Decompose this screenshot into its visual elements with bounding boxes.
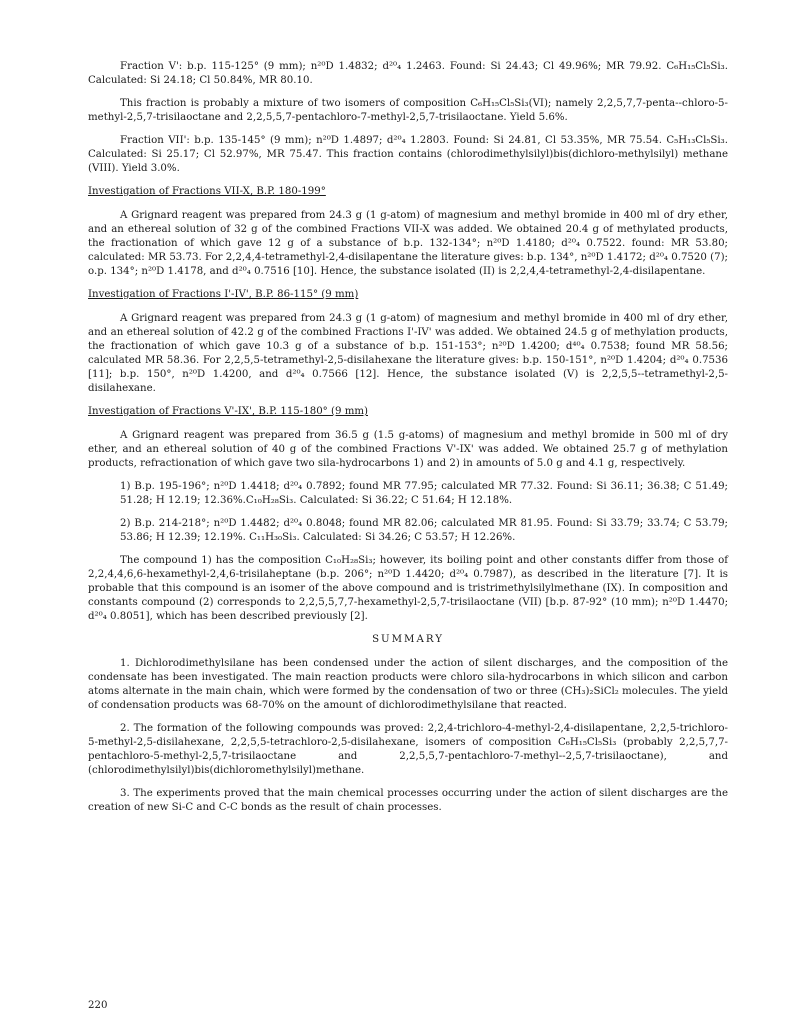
summary-heading: SUMMARY bbox=[372, 634, 444, 645]
compound-2-data: 2) B.p. 214-218°; n²⁰D 1.4482; d²⁰₄ 0.8048; found MR 82.06; calculated MR 81.95. Found: Si 33.79; 33.74; C 53.79; 53.86; H 12.39; 12.19%. C₁₁H₃₀Si₃. Calculated: Si 34.26; C 53.57; H 12.26%. bbox=[120, 518, 728, 543]
section-i-iv-paragraph: A Grignard reagent was prepared from 24.3 g (1 g-atom) of magnesium and methyl bromide in 400 ml of dry ether, and an ethereal solution of 42.2 g of the combined Fractions I'-IV' was added. We obtained 24.5 g of methylation products, the fractionation of which gave 10.3 g of a substance of b.p. 151-153°; n²⁰D 1.4200; d⁴⁰₄ 0.7538; found MR 58.56; calculated MR 58.36. For 2,2,5,5-tetramethyl-2,5-disilahexane the literature gives: b.p. 150-151°, n²⁰D 1.4204; d²⁰₄ 0.7536 [11]; b.p. 150°, n²⁰D 1.4200, and d²⁰₄ 0.7566 [12]. Hence, the substance isolated (V) is 2,2,5,5--tetramethyl-2,5-disilahexane. bbox=[88, 313, 728, 394]
section-heading-v-ix bbox=[88, 405, 728, 419]
summary-item-1: 1. Dichlorodimethylsilane has been condensed under the action of silent discharges, and the composition of the condensate has been investigated. The main reaction products were chloro sila-hydrocarbons in which silicon and carbon atoms alternate in the main chain, which were formed by the condensation of two or three (CH₃)₂SiCl₂ molecules. The yield of condensation products was 68-70% on the amount of dichlorodimethylsilane that reacted. bbox=[88, 658, 728, 711]
section-heading-vii-x-text: Investigation of Fractions VII-X, B.P. 180-199° bbox=[88, 186, 326, 197]
summary-item-3: 3. The experiments proved that the main chemical processes occurring under the action of silent discharges are the creation of new Si-C and C-C bonds as the result of chain processes. bbox=[88, 788, 728, 813]
page-body bbox=[88, 60, 728, 824]
section-heading-i-iv bbox=[88, 288, 728, 302]
compound-1-data: 1) B.p. 195-196°; n²⁰D 1.4418; d²⁰₄ 0.7892; found MR 77.95; calculated MR 77.32. Found: Si 36.11; 36.38; C 51.49; 51.28; H 12.19; 12.36%.C₁₀H₂₈Si₃. Calculated: Si 36.22; C 51.64; H 12.18%. bbox=[120, 481, 728, 506]
section-v-ix-paragraph: A Grignard reagent was prepared from 36.5 g (1.5 g-atoms) of magnesium and methyl bromide in 500 ml of dry ether, and an ethereal solution of 40 g of the combined Fractions V'-IX' was added. We obtained 25.7 g of methylation products, refractionation of which gave two sila-hydrocarbons 1) and 2) in amounts of 5.0 g and 4.1 g, respectively. bbox=[88, 430, 728, 469]
compound-discussion: The compound 1) has the composition C₁₀H₂₈Si₃; however, its boiling point and other constants differ from those of 2,2,4,4,6,6-hexamethyl-2,4,6-trisilaheptane (b.p. 206°; n²⁰D 1.4420; d²⁰₄ 0.7987), as described in the literature [7]. It is probable that this compound is an isomer of the above compound and is tristrimethylsilylmethane (IX). In composition and constants compound (2) corresponds to 2,2,5,5,7,7-hexamethyl-2,5,7-trisilaoctane (VII) [b.p. 87-92° (10 mm); n²⁰D 1.4470; d²⁰₄ 0.8051], which has been described previously [2]. bbox=[88, 555, 728, 622]
section-vii-x-paragraph: A Grignard reagent was prepared from 24.3 g (1 g-atom) of magnesium and methyl bromide in 400 ml of dry ether, and an ethereal solution of 32 g of the combined Fractions VII-X was added. We obtained 20.4 g of methylated products, the fractionation of which gave 12 g of a substance of b.p. 132-134°; n²⁰D 1.4180; d²⁰₄ 0.7522. found: MR 53.80; calculated: MR 53.73. For 2,2,4,4-tetramethyl-2,4-disilapentane the literature gives: b.p. 134°, n²⁰D 1.4172; d²⁰₄ 0.7520 (7); o.p. 134°; n²⁰D 1.4178, and d²⁰₄ 0.7516 [10]. Hence, the substance isolated (II) is 2,2,4,4-tetramethyl-2,4-disilapentane. bbox=[88, 210, 728, 277]
section-heading-v-ix-text: Investigation of Fractions V'-IX', B.P. 115-180° (9 mm) bbox=[88, 406, 368, 417]
fraction-v-paragraph: Fraction V': b.p. 115-125° (9 mm); n²⁰D 1.4832; d²⁰₄ 1.2463. Found: Si 24.43; Cl 49.96%; MR 79.92. C₆H₁₅Cl₅Si₃. Calculated: Si 24.18; Cl 50.84%, MR 80.10. bbox=[88, 61, 728, 86]
isomer-paragraph: This fraction is probably a mixture of two isomers of composition C₆H₁₅Cl₅Si₃(VI); namely 2,2,5,7,7-penta--chloro-5-methyl-2,5,7-trisilaoctane and 2,2,5,5,7-pentachloro-7-methyl-2,5,7-trisilaoctane. Yield 5.6%. bbox=[88, 98, 728, 123]
section-heading-vii-x bbox=[88, 185, 728, 199]
summary-item-2: 2. The formation of the following compounds was proved: 2,2,4-trichloro-4-methyl-2,4-disilapentane, 2,2,5-trichloro-5-methyl-2,5-disilahexane, 2,2,5,5-tetrachloro-2,5-disilahexane, isomers of composition C₆H₁₅Cl₅Si₃ (probably 2,2,5,7,7-pentachloro-5-methyl-2,5,7-trisilaoctane and 2,2,5,5,7-pentachloro-7-methyl--2,5,7-trisilaoctane), and (chlorodimethylsilyl)bis(dichloromethylsilyl)methane. bbox=[88, 723, 728, 776]
fraction-vii-paragraph: Fraction VII': b.p. 135-145° (9 mm); n²⁰D 1.4897; d²⁰₄ 1.2803. Found: Si 24.81, Cl 53.35%, MR 75.54. C₅H₁₃Cl₅Si₃. Calculated: Si 25.17; Cl 52.97%, MR 75.47. This fraction contains (chlorodimethylsilyl)bis(dichloro-methylsilyl) methane (VIII). Yield 3.0%. bbox=[88, 135, 728, 174]
page-number: 220 bbox=[88, 1000, 108, 1011]
section-heading-i-iv-text: Investigation of Fractions I'-IV', B.P. 86-115° (9 mm) bbox=[88, 289, 359, 300]
